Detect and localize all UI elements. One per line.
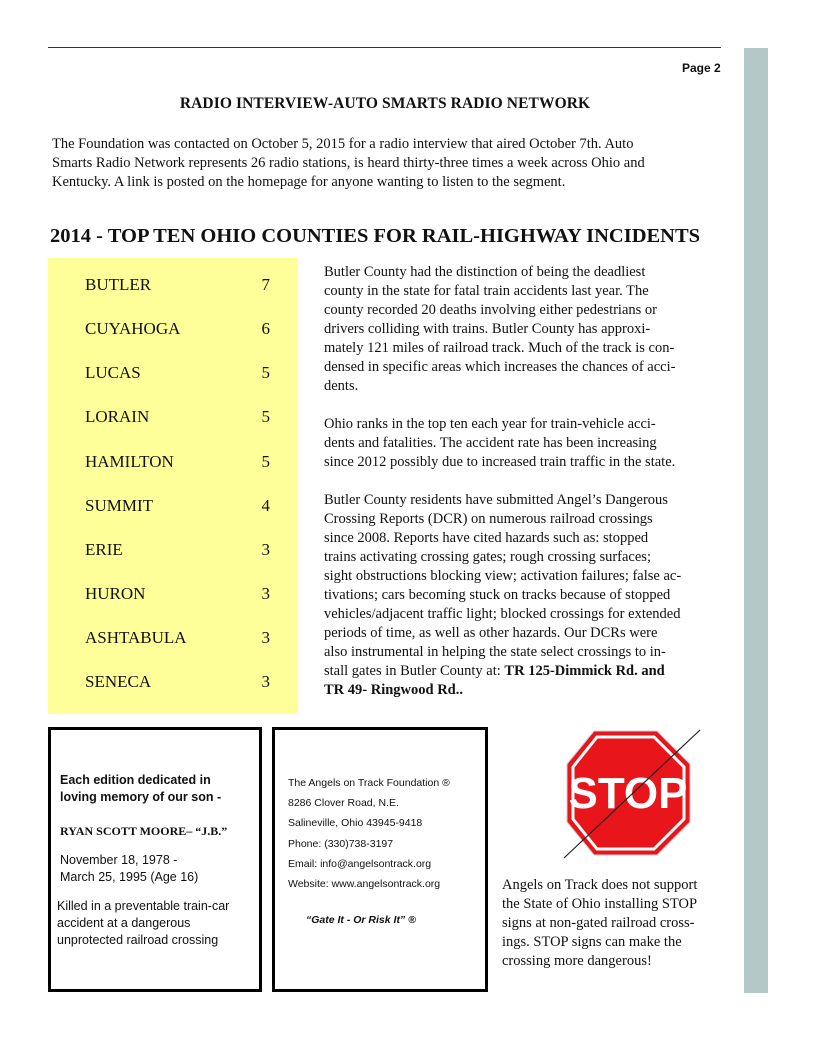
memorial-box — [48, 727, 262, 992]
crossing-location: TR 49- Ringwood Rd.. — [324, 682, 463, 698]
county-table — [48, 258, 298, 714]
county-count: 3 — [261, 540, 270, 559]
memorial-desc-line: accident at a dangerous — [57, 916, 191, 930]
article-column — [324, 263, 714, 719]
county-count: 3 — [261, 628, 270, 647]
radio-line: The Foundation was contacted on October 5, 2015 for a radio interview that aired October 7th. Auto — [52, 136, 634, 152]
county-count: 5 — [261, 407, 270, 426]
stop-graphic — [562, 728, 704, 860]
county-count: 3 — [261, 672, 270, 691]
county-count: 3 — [261, 584, 270, 603]
stop-note-line: Angels on Track does not support — [502, 877, 698, 893]
county-name: HURON — [85, 584, 146, 603]
memorial-dates — [60, 852, 198, 886]
county-row — [85, 319, 270, 339]
contact-city: Salineville, Ohio 43945-9418 — [288, 817, 423, 830]
stop-note-line: crossing more dangerous! — [502, 953, 652, 969]
article-line: tivations; cars becoming stuck on tracks because of stopped — [324, 587, 671, 603]
county-name: HAMILTON — [85, 452, 174, 471]
county-name: ERIE — [85, 540, 123, 559]
stop-note — [502, 876, 727, 971]
county-row — [85, 628, 270, 648]
article-line: county in the state for fatal train accidents last year. The — [324, 283, 649, 299]
county-count: 7 — [261, 275, 270, 294]
county-name: CUYAHOGA — [85, 319, 181, 338]
article-line: mately 121 miles of railroad track. Much of the track is con- — [324, 340, 675, 356]
article-line: drivers colliding with trains. Butler County has approxi- — [324, 321, 651, 337]
contact-org: The Angels on Track Foundation ® — [288, 777, 450, 789]
county-name: LUCAS — [85, 363, 141, 382]
article-line: trains activating crossing gates; rough crossing surfaces; — [324, 549, 651, 565]
article-line: sight obstructions blocking view; activation failures; false ac- — [324, 568, 682, 584]
memorial-desc-line: Killed in a preventable train-car — [57, 899, 230, 913]
memorial-line: Each edition dedicated in — [60, 773, 211, 787]
county-row — [85, 407, 270, 427]
county-name: SENECA — [85, 672, 152, 691]
article-line: also instrumental in helping the state select crossings to in- — [324, 644, 666, 660]
article-text: stall gates in Butler County at: — [324, 663, 505, 679]
article-line: densed in specific areas which increases the chances of acci- — [324, 359, 676, 375]
county-row — [85, 452, 270, 472]
county-name: LORAIN — [85, 407, 150, 426]
article-line: county recorded 20 deaths involving either pedestrians or — [324, 302, 657, 318]
stop-sign-icon — [562, 728, 704, 860]
radio-paragraph — [52, 135, 732, 192]
article-paragraph-3 — [324, 491, 714, 700]
contact-address: 8286 Clover Road, N.E. — [288, 797, 399, 810]
county-row — [85, 672, 270, 692]
memorial-desc-line: unprotected railroad crossing — [57, 933, 219, 947]
article-line: dents. — [324, 378, 359, 394]
article-line: dents and fatalities. The accident rate has been increasing — [324, 435, 657, 451]
article-line: vehicles/adjacent traffic light; blocked crossings for extended — [324, 606, 681, 622]
stop-note-line: signs at non-gated railroad cross- — [502, 915, 695, 931]
article-paragraph-2 — [324, 415, 714, 472]
county-name: SUMMIT — [85, 496, 154, 515]
county-count: 4 — [261, 496, 270, 515]
county-count: 5 — [261, 363, 270, 382]
county-row — [85, 496, 270, 516]
article-line: periods of time, as well as other hazards. Our DCRs were — [324, 625, 658, 641]
memorial-name: RYAN SCOTT MOORE– “J.B.” — [60, 824, 228, 838]
stop-note-line: the State of Ohio installing STOP — [502, 896, 698, 912]
article-line: Crossing Reports (DCR) on numerous railroad crossings — [324, 511, 653, 527]
contact-email: Email: info@angelsontrack.org — [288, 857, 432, 870]
article-line: Butler County had the distinction of being the deadliest — [324, 264, 646, 280]
counties-heading: 2014 - TOP TEN OHIO COUNTIES FOR RAIL-HIGHWAY INCIDENTS — [50, 225, 701, 247]
county-row — [85, 363, 270, 383]
county-count: 5 — [261, 452, 270, 471]
article-line: since 2012 possibly due to increased train traffic in the state. — [324, 454, 676, 470]
county-name: BUTLER — [85, 275, 152, 294]
article-line — [324, 662, 714, 681]
county-name: ASHTABULA — [85, 628, 187, 647]
memorial-description — [57, 898, 229, 949]
stop-note-line: ings. STOP signs can make the — [502, 934, 682, 950]
contact-slogan: “Gate It - Or Risk It” ® — [306, 914, 416, 926]
memorial-date: March 25, 1995 (Age 16) — [60, 870, 199, 884]
memorial-date: November 18, 1978 - — [60, 853, 178, 867]
article-paragraph-1 — [324, 263, 714, 396]
radio-line: Kentucky. A link is posted on the homepage for anyone wanting to listen to the segment. — [52, 174, 566, 190]
county-row — [85, 540, 270, 560]
contact-details — [288, 773, 450, 894]
page-number: Page 2 — [682, 61, 721, 75]
contact-website[interactable]: Website: www.angelsontrack.org — [288, 878, 441, 891]
article-line: since 2008. Reports have cited hazards such as: stopped — [324, 530, 649, 546]
crossing-location: TR 125-Dimmick Rd. and — [504, 663, 665, 679]
county-row — [85, 584, 270, 604]
article-line: Ohio ranks in the top ten each year for train-vehicle acci- — [324, 416, 656, 432]
radio-line: Smarts Radio Network represents 26 radio stations, is heard thirty-three times a week across Ohio and — [52, 155, 645, 171]
article-line: Butler County residents have submitted Angel’s Dangerous — [324, 492, 668, 508]
stop-sign-text: STOP — [568, 769, 688, 818]
header-rule — [48, 47, 721, 48]
radio-heading: RADIO INTERVIEW-AUTO SMARTS RADIO NETWORK — [179, 95, 591, 112]
memorial-line: loving memory of our son - — [60, 790, 222, 804]
county-row — [85, 275, 270, 295]
contact-box — [272, 727, 488, 992]
county-count: 6 — [261, 319, 270, 338]
memorial-dedication — [60, 772, 221, 806]
side-bar — [744, 48, 768, 993]
contact-phone: Phone: (330)738-3197 — [288, 837, 394, 850]
